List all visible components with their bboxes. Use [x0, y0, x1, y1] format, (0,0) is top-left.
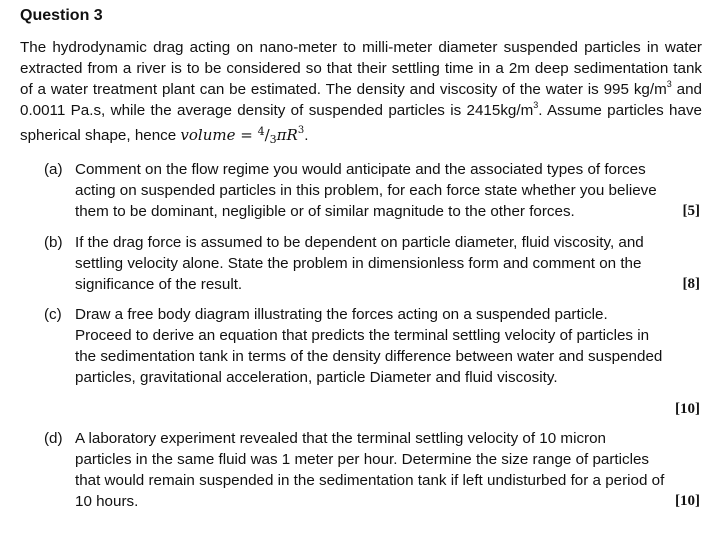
part-text: A laboratory experiment revealed that the terminal settling velocity of 10 micron particles in the same fluid was 1 meter per hour. Determine the size range of particles that would remain suspended in the sedimentation tank if left undisturbed for a period of 10 hours. [75, 430, 665, 510]
formula-end: . [304, 127, 309, 144]
formula-rhs: πR [276, 126, 298, 144]
part-label: (c) [44, 306, 62, 323]
marks-badge: [8] [682, 276, 700, 292]
formula-denominator: 3 [269, 133, 277, 146]
formula-lhs: volume [180, 126, 236, 144]
volume-formula [180, 124, 309, 146]
part-a [44, 159, 700, 222]
part-text: Comment on the flow regime you would anticipate and the associated types of forces acting on suspended particles in this problem, for each force state whether you believe them to be dominant, negligible or of similar magnitude to the other forces. [75, 161, 657, 220]
unit-exponent: 3 [533, 99, 539, 110]
unit-exponent: 3 [666, 78, 672, 89]
intro-text: The hydrodynamic drag acting on nano-meter to milli-meter diameter suspended particles in water extracted from a river is to be considered so that their settling time in a 2m deep sedimentation tank of a water treatment plant can be estimated. The density and viscosity of the water is 995 kg/m [20, 39, 702, 98]
marks-badge: [10] [675, 401, 700, 417]
formula-numerator: 4 [257, 125, 265, 138]
intro-middle: and 0.0011 Pa.s, while the average density of suspended particles is 2415kg/m [20, 81, 703, 119]
marks-badge: [10] [675, 493, 700, 509]
part-label: (a) [44, 161, 63, 178]
formula-slash: / [264, 126, 270, 144]
part-text: If the drag force is assumed to be dependent on particle diameter, fluid viscosity, and settling velocity alone. State the problem in dimensionless form and comment on the significance of the result. [75, 234, 644, 293]
intro-end: . Assume particles have spherical shape, hence [20, 102, 702, 144]
part-d [44, 428, 700, 512]
part-label: (b) [44, 234, 63, 251]
part-text: Draw a free body diagram illustrating the forces acting on a suspended particle. Proceed to derive an equation that predicts the terminal settling velocity of particles in the sedimentation tank in terms of the density difference between water and suspended particles, gravitational acceleration, particle Diameter and fluid viscosity. [75, 306, 663, 386]
marks-badge: [5] [682, 203, 700, 219]
part-c [44, 304, 700, 416]
formula-exponent: 3 [297, 124, 305, 136]
part-label: (d) [44, 430, 63, 447]
formula-equals: = [235, 126, 258, 144]
part-b [44, 232, 700, 295]
question-intro [20, 37, 702, 150]
question-title: Question 3 [20, 7, 103, 24]
